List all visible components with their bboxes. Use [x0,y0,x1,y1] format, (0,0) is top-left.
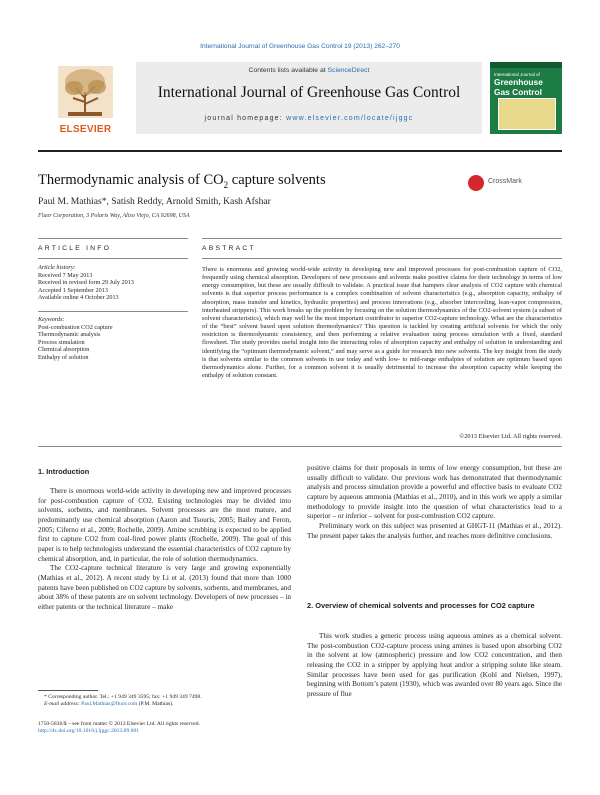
sciencedirect-link[interactable]: ScienceDirect [327,67,370,74]
section-2-heading: 2. Overview of chemical solvents and processes for CO2 capture [307,601,535,610]
info-rule-top [38,238,188,239]
paragraph: This work studies a generic process using aqueous amines as a chemical solvent. The post-combustion CO2-capture process using amines is based upon absorbing CO2 in the solvent at low (atmospheric) pressure and low CO2 concentration, and then releasing the CO2 in a stripper by applying heat and/or a stripping solute like steam. Similar processes have been used for gas purification (Kohl and Nielsen, 1997), beginning with Bottom’s patent (1930), which was awarded over 80 years ago. Since the pressure of flue [307,632,562,698]
journal-homepage [136,115,482,122]
keyword-item: Post-combustion CO2 capture [38,323,113,331]
abstract-text: There is enormous and growing world-wide activity in developing new and improved processes for post-combustion capture of CO2, frequently using chemical absorption. Developers of new processes and solvents make positive claims for their technology in terms of low energy consumption, but these are usually difficult to validate. A practical issue that hampers clear analysis of CO2 capture with chemical solvents is that superior process performance is a complex combination of solvent characteristics (e.g., absorption capacity, enthalpy of absorption, mass transfer and kinetics, hydraulic properties) and process innovations (e.g., absorber intercooling, lean-vapor compression, interheated strippers). This work breaks up the problem by focusing on the solution thermodynamics of the CO2-solvent system (a subset of solvent characteristics), which may well be the most important contributor to superior CO2-capture technology. What are the characteristics of the “best” solvent based upon solution thermodynamics? This question is tackled by creating artificial solvents for which the only restriction is thermodynamic consistency, and then performing a relative evaluation using process simulation with a fixed, standard flowsheet. The study provides useful insight into the interacting roles of absorption capacity and enthalpy of solution in understanding and identifying the “optimum thermodynamic solvent,” and may serve as a guide for research into new solvents. The key insight from the study is that solvents similar to the common solvents in use today and with low- to mid-range enthalpies of solution are optimum based upon thermodynamics alone. Further, for a common solvent it is usually detrimental to increase the absorption capacity while keeping the enthalpy of solution constant. [202,266,562,380]
crossmark-label: CrossMark [488,178,522,185]
front-matter [38,721,298,736]
affiliation: Fluor Corporation, 3 Polaris Way, Aliso Viejo, CA 92698, USA [38,213,190,219]
abstract-rule-mid [202,258,562,259]
homepage-link[interactable]: www.elsevier.com/locate/ijggc [286,115,414,122]
article-info-heading: ARTICLE INFO [38,245,112,252]
section-1-heading: 1. Introduction [38,467,90,476]
cover-image [498,98,556,130]
abstract-rule-top [202,238,562,239]
journal-cover-thumbnail [490,62,562,134]
footnote-rule [38,690,98,691]
masthead [38,62,562,142]
crossmark-icon [468,175,484,191]
cover-title [494,72,558,97]
left-column [38,487,291,613]
abstract-heading: ABSTRACT [202,245,256,252]
keyword-item: Process simulation [38,338,85,346]
keywords-label: Keywords: [38,316,65,323]
header-rule [38,150,562,152]
cover-title-text: Greenhouse Gas Control [494,77,543,97]
copyright-line: ©2013 Elsevier Ltd. All rights reserved. [459,433,562,440]
journal-citation-link[interactable]: International Journal of Greenhouse Gas Control 19 (2013) 262–270 [200,43,400,50]
paragraph: positive claims for their proposals in terms of low energy consumption, but these are usually difficult to validate. Our previous work has demonstrated that thermodynamic analysis and process simulation provide a powerful and effective basis to evaluate CO2 capture by aqueous ammonia (Mathias et al., 2010), and in this work we apply a similar methodology to provide insight into the question of what characteristics lead to a superior – or inferior – solvent for post-combustion CO2 capture. [307,464,562,521]
paragraph: There is enormous world-wide activity in developing new and improved processes for post-combustion capture of CO2. Existing technologies may be divided into solvents, sorbents, and membranes. Solvent processes are the most mature, and predominantly use chemical absorption (Aaron and Tsouris, 2005; Bailey and Feron, 2005; Ciferno et al., 2009; Rochelle, 2009). Amine scrubbing is expected to be applied first to capture CO2 from coal-fired power plants (Rochelle, 2009). The goal of this paper is to help technologists understand the essential characteristics of CO2 capture by chemical absorption, and, in particular, the role of solution thermodynamics. [38,487,291,563]
info-rule-keywords [38,311,188,312]
article-history [38,264,188,302]
email-link[interactable]: Paul.Mathias@fluor.com [81,701,138,708]
contents-prefix: Contents lists available at [248,67,328,74]
journal-banner [136,62,482,134]
homepage-label: journal homepage: [204,115,287,122]
corresponding-author: * Corresponding author. Tel.: +1 949 349 3595; fax: +1 949 349 7498. [44,694,202,700]
crossmark-badge[interactable] [468,175,562,193]
history-item: Accepted 1 September 2013 [38,286,108,294]
abstract-rule-bottom [38,446,562,447]
keyword-item: Chemical absorption [38,346,90,354]
paragraph: Preliminary work on this subject was presented at GHGT-11 (Mathias et al., 2012). The present paper takes the analysis further, and reaches more definitive conclusions. [307,521,562,540]
history-item: Received in revised form 29 July 2013 [38,279,134,287]
cover-prefix: International Journal of [494,72,540,77]
doi-link[interactable]: http://dx.doi.org/10.1016/j.ijggc.2013.09.001 [38,728,140,735]
info-rule-mid [38,258,188,259]
cover-strip [490,62,562,68]
keyword-item: Thermodynamic analysis [38,331,101,339]
issn-line: 1750-5836/$ – see front matter © 2013 Elsevier Ltd. All rights reserved. [38,721,200,727]
article-title: Thermodynamic analysis of $CO_2$ capture solvents [38,172,326,190]
history-item: Available online 4 October 2013 [38,294,119,302]
email-label: E-mail address: [44,701,82,708]
paragraph: The CO2-capture technical literature is very large and growing exponentially (Mathias et al., 2012). A recent study by Li et al. (2013) found that more than 1000 patents have been published on CO2 capture by solvents, sorbents, and membranes, and about 38% of these patents are on solvent technology. Developers of new processes – in either patents or the technical literature – make [38,564,291,611]
email-suffix: (P.M. Mathias). [137,701,174,708]
right-column-top [307,464,562,541]
email-line [44,701,294,708]
keyword-item: Enthalpy of solution [38,353,89,361]
contents-line [136,67,482,74]
keywords [38,316,188,362]
footnotes [44,694,294,709]
publisher-wordmark: ELSEVIER [59,124,112,135]
history-label: Article history: [38,264,76,271]
history-item: Received 7 May 2013 [38,271,93,279]
journal-title: International Journal of Greenhouse Gas Control [157,84,461,101]
right-column-bottom [307,632,562,700]
author-list: Paul M. Mathias*, Satish Reddy, Arnold Smith, Kash Afshar [38,196,271,207]
